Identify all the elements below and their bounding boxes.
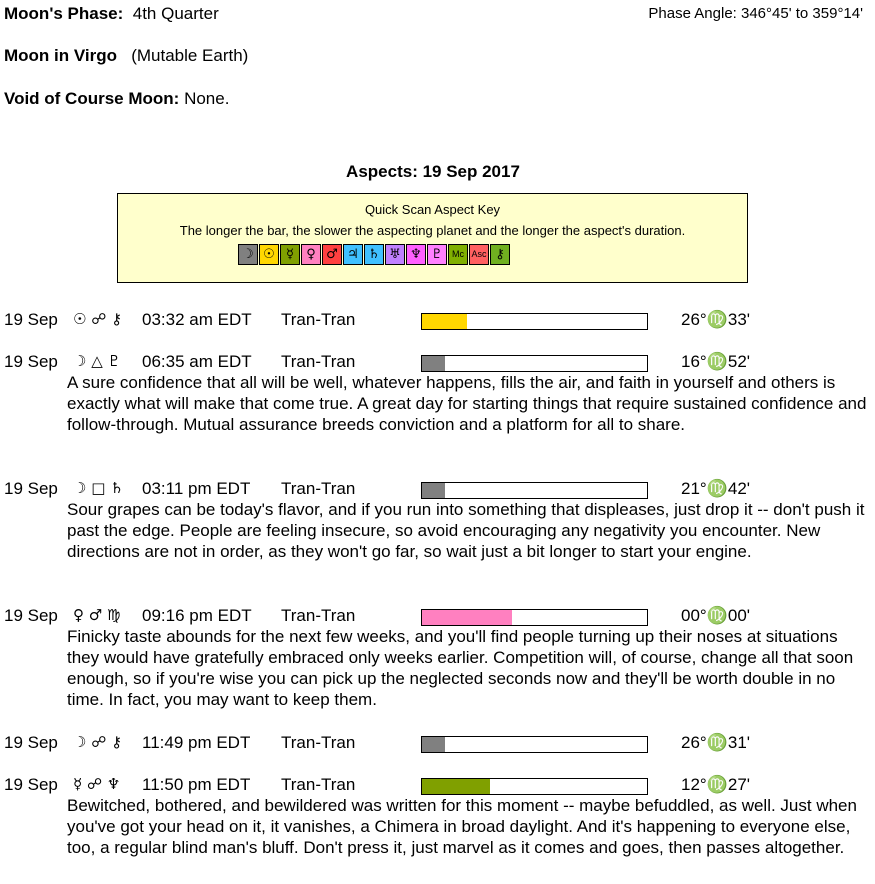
void-of-course-row (4, 89, 229, 109)
phase-angle: Phase Angle: 346°45' to 359°14' (648, 5, 863, 22)
aspect-time: 03:11 pm EDT (142, 479, 251, 498)
aspect-line (0, 308, 875, 330)
aspect-type: Tran-Tran (281, 310, 356, 329)
jupiter-icon: ♃ (343, 244, 363, 265)
aspect-row (0, 773, 875, 857)
moon-in-detail: (Mutable Earth) (131, 46, 249, 65)
chiron-icon: ⚷ (490, 244, 510, 265)
duration-bar (421, 736, 648, 753)
sun-icon: ☉ (259, 244, 279, 265)
mars-icon: ♂ (322, 244, 342, 265)
duration-bar (421, 778, 648, 795)
duration-bar (421, 609, 648, 626)
duration-bar-fill (422, 610, 512, 625)
uranus-icon: ♅ (385, 244, 405, 265)
aspect-row (0, 731, 875, 753)
aspect-glyphs: ♀ ♂ ♍ (73, 606, 121, 624)
aspect-glyphs: ☽ △ ♇ (73, 352, 121, 370)
aspect-type: Tran-Tran (281, 775, 356, 794)
aspect-type: Tran-Tran (281, 352, 356, 371)
aspect-time: 03:32 am EDT (142, 310, 252, 329)
aspect-type: Tran-Tran (281, 479, 356, 498)
duration-bar-fill (422, 356, 445, 371)
aspect-degree: 26°♍31' (681, 733, 751, 752)
venus-icon: ♀ (301, 244, 321, 265)
aspect-type: Tran-Tran (281, 606, 356, 625)
aspect-line (0, 773, 875, 795)
aspect-row (0, 308, 875, 330)
aspect-degree: 12°♍27' (681, 775, 751, 794)
duration-bar-fill (422, 737, 445, 752)
aspect-interpretation: Bewitched, bothered, and bewildered was written for this moment -- maybe befuddled, as well. Just when you've got your head on it, it vanishes, a Chimera in broad daylight. And it's happening to everyone else, too, a regular blind man's bluff. Don't press it, just marvel as it comes and goes, then passes altogether. (67, 796, 857, 857)
aspect-line (0, 731, 875, 753)
duration-bar-fill (422, 483, 445, 498)
aspect-line (0, 604, 875, 626)
aspect-date: 19 Sep (4, 352, 58, 371)
aspect-degree: 00°♍00' (681, 606, 751, 625)
moon-icon: ☽ (238, 244, 258, 265)
duration-bar-fill (422, 314, 467, 329)
aspect-key-swatches (238, 244, 511, 265)
aspect-degree: 26°♍33' (681, 310, 751, 329)
aspect-date: 19 Sep (4, 310, 58, 329)
aspect-interpretation: Finicky taste abounds for the next few weeks, and you'll find people turning up their noses at situations they would have gratefully embraced only weeks earlier. Competition will, of course, change all that soon enough, so if you're wise you can pick up the neglected seconds now and they'll be worth double in no time. In fact, you may want to keep them. (67, 627, 854, 709)
aspect-glyphs: ☉ ☍ ⚷ (73, 310, 123, 328)
aspect-time: 11:50 pm EDT (142, 775, 251, 794)
aspect-row (0, 350, 875, 434)
moon-sign-row (4, 46, 248, 66)
duration-bar (421, 355, 648, 372)
aspect-row (0, 604, 875, 709)
voc-value: None. (184, 89, 230, 108)
aspect-key-description: The longer the bar, the slower the aspecting planet and the longer the aspect's duration. (179, 223, 686, 238)
aspect-date: 19 Sep (4, 606, 58, 625)
midheaven-icon: Mc (448, 244, 468, 265)
aspect-glyphs: ☽ ☍ ⚷ (73, 733, 123, 751)
aspect-date: 19 Sep (4, 479, 58, 498)
saturn-icon: ♄ (364, 244, 384, 265)
duration-bar (421, 482, 648, 499)
aspect-type: Tran-Tran (281, 733, 356, 752)
duration-bar-fill (422, 779, 490, 794)
aspect-time: 06:35 am EDT (142, 352, 252, 371)
aspect-time: 09:16 pm EDT (142, 606, 252, 625)
aspect-glyphs: ☿ ☍ ♆ (73, 775, 121, 793)
duration-bar (421, 313, 648, 330)
aspect-glyphs: ☽ □ ♄ (73, 479, 124, 497)
aspect-date: 19 Sep (4, 775, 58, 794)
moon-in-label: Moon in Virgo (4, 46, 118, 65)
aspect-row (0, 477, 875, 561)
neptune-icon: ♆ (406, 244, 426, 265)
moon-phase-label: Moon's Phase: (4, 4, 124, 23)
aspect-time: 11:49 pm EDT (142, 733, 251, 752)
aspect-line (0, 350, 875, 372)
aspect-line (0, 477, 875, 499)
aspect-degree: 21°♍42' (681, 479, 751, 498)
aspect-interpretation: Sour grapes can be today's flavor, and if you run into something that displeases, just drop it -- don't push it past the edge. People are feeling insecure, so avoid encouraging any negativity you encounter. New directions are not in order, as they won't go far, so wait just a bit longer to start your engine. (67, 500, 865, 561)
mercury-icon: ☿ (280, 244, 300, 265)
moon-phase-row (4, 4, 219, 24)
voc-label: Void of Course Moon: (4, 89, 180, 108)
aspect-key-title: Quick Scan Aspect Key (364, 202, 501, 217)
aspects-title: Aspects: 19 Sep 2017 (346, 162, 520, 181)
pluto-icon: ♇ (427, 244, 447, 265)
ascendant-icon: Asc (469, 244, 489, 265)
aspect-interpretation: A sure confidence that all will be well, whatever happens, fills the air, and faith in yourself and others is exactly what will make that come true. A great day for starting things that require sustained confidence and follow-through. Mutual assurance breeds conviction and a platform for all to share. (67, 373, 867, 434)
aspect-degree: 16°♍52' (681, 352, 751, 371)
aspect-date: 19 Sep (4, 733, 58, 752)
moon-phase-value: 4th Quarter (132, 4, 219, 23)
aspect-key-box (117, 193, 748, 283)
